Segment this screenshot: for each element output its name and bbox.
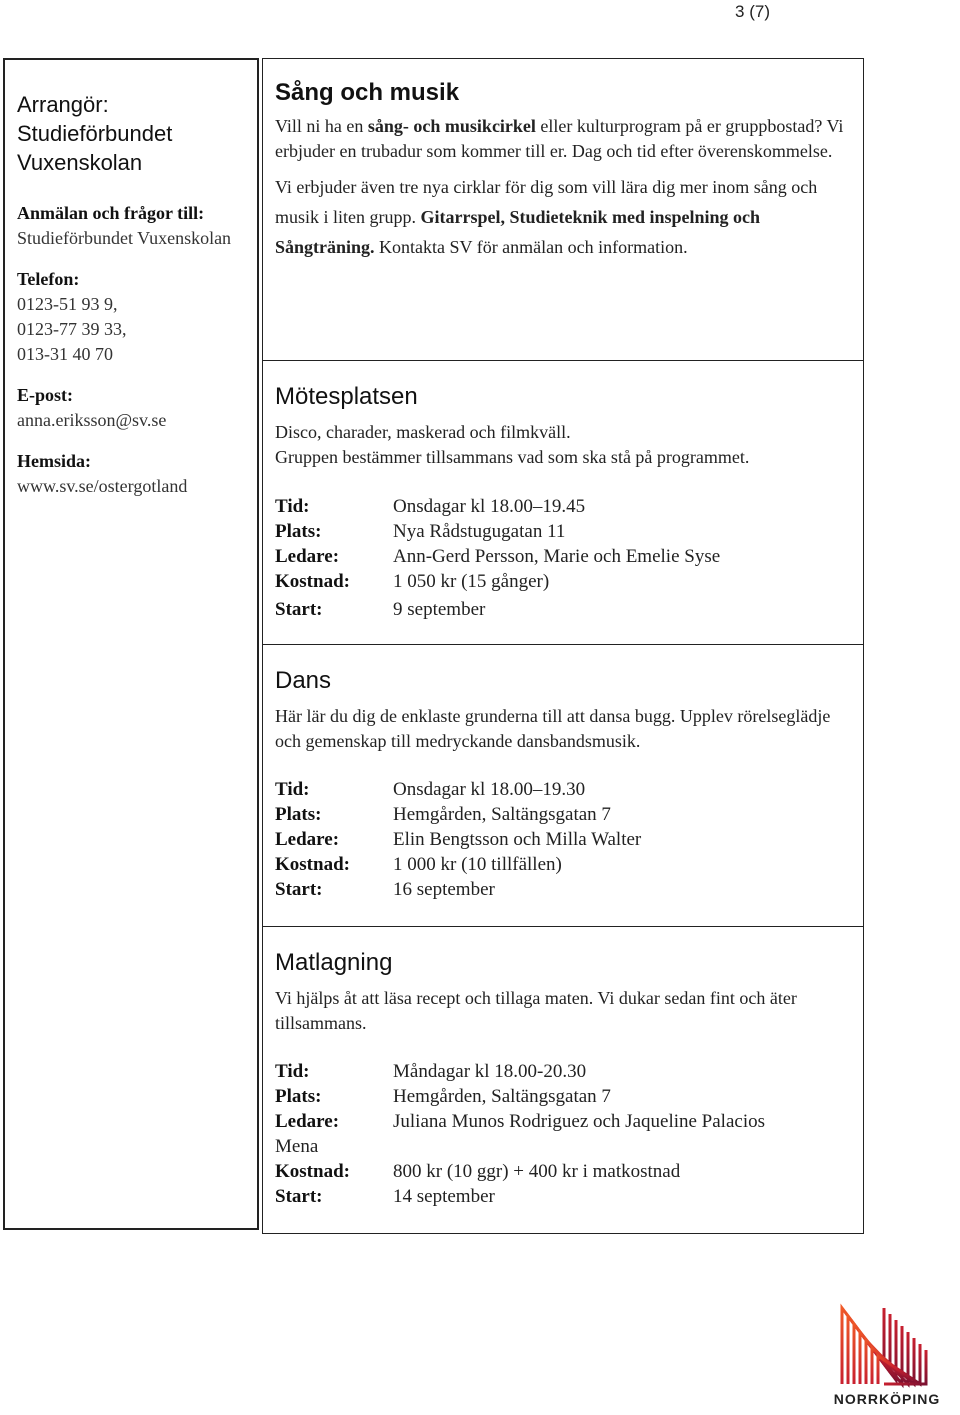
detail-row: Start: 14 september: [275, 1186, 495, 1207]
description-line: Gruppen bestämmer tillsammans vad som ska stå på programmet.: [275, 447, 750, 467]
dance-details: [275, 777, 855, 902]
norrkoping-logo-icon: [822, 1286, 952, 1410]
detail-row: Kostnad: 1 050 kr (15 gånger): [275, 571, 550, 592]
detail-row: Kostnad: 1 000 kr (10 tillfällen): [275, 854, 562, 875]
description-line: Disco, charader, maskerad och filmkväll.: [275, 422, 571, 442]
music-paragraph-1: Vill ni ha en sång- och musikcirkel eller kulturprogram på er gruppbostad? Vi erbjuder en trubadur som kommer till er. Dag och tid efter överenskommelse.: [275, 116, 844, 161]
detail-row: Plats: Hemgården, Saltängsgatan 7: [275, 1086, 611, 1107]
detail-row: Plats: Hemgården, Saltängsgatan 7: [275, 804, 611, 825]
section-title: Sång och musik: [275, 79, 460, 106]
email-label: E-post:: [17, 385, 74, 405]
detail-row: Kostnad: 800 kr (10 ggr) + 400 kr i matkostnad: [275, 1161, 681, 1182]
music-section: [275, 78, 855, 262]
phone-line: 013-31 40 70: [17, 344, 113, 364]
detail-row: Tid: Måndagar kl 18.00-20.30: [275, 1061, 587, 1082]
web-label: Hemsida:: [17, 451, 91, 471]
organizer-heading: Arrangör: Studieförbundet Vuxenskolan: [17, 92, 173, 175]
section-title: Matlagning: [275, 949, 393, 976]
phone-line: 0123-77 39 33,: [17, 319, 127, 339]
detail-row: Start: 9 september: [275, 599, 486, 620]
logo-text: NORRKÖPING: [833, 1391, 941, 1407]
detail-row: Tid: Onsdagar kl 18.00–19.30: [275, 779, 586, 800]
motesplatsen-section: [275, 382, 855, 470]
detail-row: Tid: Onsdagar kl 18.00–19.45: [275, 496, 586, 517]
detail-row: Ledare: Ann-Gerd Persson, Marie och Emelie Syse: [275, 546, 721, 567]
detail-row: Plats: Nya Rådstugugatan 11: [275, 521, 566, 542]
email-link[interactable]: anna.eriksson@sv.se: [17, 410, 167, 430]
detail-row-continuation: Mena: [275, 1136, 319, 1157]
section-title: Dans: [275, 667, 332, 694]
section-title: Mötesplatsen: [275, 383, 418, 410]
signup-value: Studieförbundet Vuxenskolan: [17, 228, 232, 248]
description: Här lär du dig de enklaste grunderna till att dansa bugg. Upplev rörelseglädje och gemenskap till medryckande dansbandsmusik.: [275, 706, 831, 751]
description: Vi hjälps åt att läsa recept och tillaga maten. Vi dukar sedan fint och äter tillsammans.: [275, 988, 797, 1033]
organizer-sidebar: [3, 58, 259, 1230]
cooking-details: [275, 1059, 855, 1209]
music-paragraph-2: Vi erbjuder även tre nya cirklar för dig som vill lära dig mer inom sång och musik i liten grupp. Gitarrspel, Studieteknik med inspelning och Sångträning. Kontakta SV för anmälan och information.: [275, 177, 818, 257]
detail-row: Start: 16 september: [275, 879, 495, 900]
detail-row: Ledare: Elin Bengtsson och Milla Walter: [275, 829, 642, 850]
phone-label: Telefon:: [17, 269, 80, 289]
section-divider: [262, 360, 864, 361]
motesplatsen-details: [275, 494, 855, 622]
cooking-section: [275, 948, 855, 1036]
phone-line: 0123-51 93 9,: [17, 294, 118, 314]
page-number: 3 (7): [735, 2, 770, 21]
signup-label: Anmälan och frågor till:: [17, 203, 205, 223]
dance-section: [275, 666, 855, 754]
web-link[interactable]: www.sv.se/ostergotland: [17, 476, 188, 496]
detail-row: Ledare: Juliana Munos Rodriguez och Jaqueline Palacios: [275, 1111, 766, 1132]
